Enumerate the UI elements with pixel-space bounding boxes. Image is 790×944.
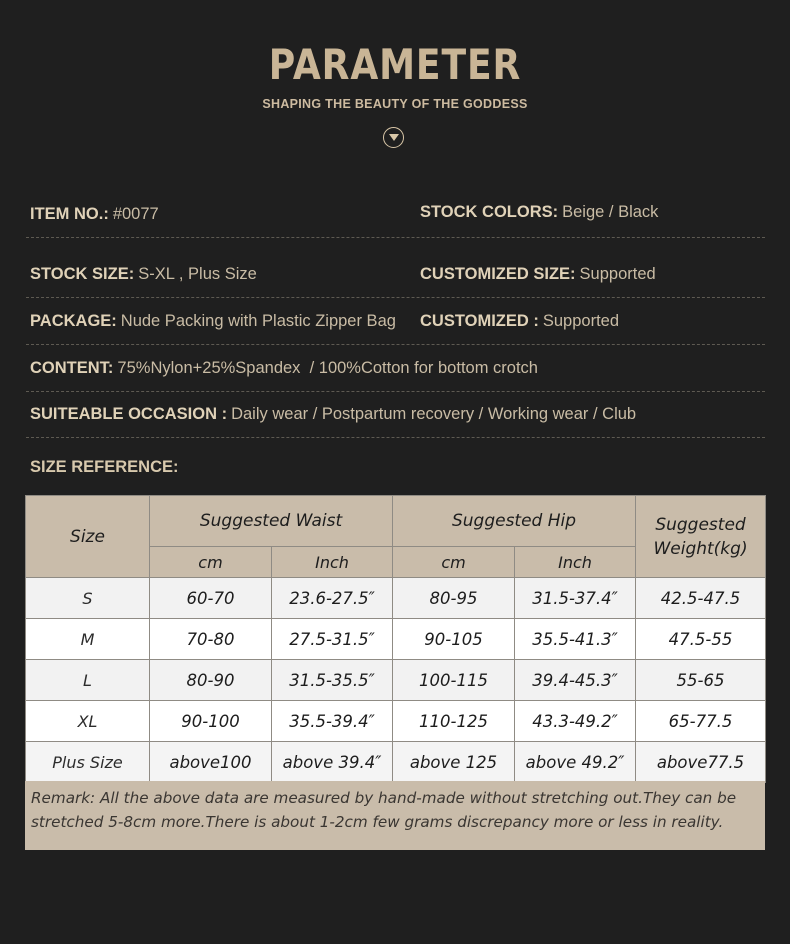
hip-cm-cell: 100-115 (393, 660, 515, 701)
waist-cm-cell: 60-70 (150, 578, 272, 619)
header-waist-cm: cm (150, 547, 272, 578)
item-no-value: #0077 (112, 205, 159, 223)
waist-cm-cell: 80-90 (150, 660, 272, 701)
table-row (26, 701, 766, 742)
weight-cell: 55-65 (636, 660, 766, 701)
item-no-label: ITEM NO.: (30, 205, 109, 223)
package-value: Nude Packing with Plastic Zipper Bag (120, 312, 396, 330)
remark: Remark: All the above data are measured by hand-made without stretching out.They can be stretched 5-8cm more.There is about 1-2cm few grams discrepancy more or less in reality. (25, 781, 765, 850)
hip-inch-cell: 43.3-49.2″ (515, 701, 636, 742)
header-hip-cm: cm (393, 547, 515, 578)
size-table-wrap (25, 495, 765, 783)
header-hip-inch: Inch (515, 547, 636, 578)
waist-cm-cell: 90-100 (150, 701, 272, 742)
package-label: PACKAGE: (30, 312, 117, 330)
content (30, 345, 538, 391)
spec-row-content (26, 345, 765, 392)
waist-inch-cell: 35.5-39.4″ (272, 701, 393, 742)
spec-row-occasion (26, 391, 765, 438)
occasion-value: Daily wear / Postpartum recovery / Working wear / Club (231, 405, 637, 423)
header-weight-line1: Suggested (655, 514, 746, 535)
table-row (26, 660, 766, 701)
size-table (25, 495, 766, 783)
size-cell: M (26, 619, 150, 660)
hip-inch-cell: 35.5-41.3″ (515, 619, 636, 660)
package (30, 298, 396, 344)
size-cell: L (26, 660, 150, 701)
customized-size (420, 251, 656, 297)
waist-cm-cell: above100 (150, 742, 272, 783)
size-reference-label: SIZE REFERENCE: (30, 458, 179, 476)
weight-cell: 47.5-55 (636, 619, 766, 660)
table-row (26, 619, 766, 660)
waist-inch-cell: above 39.4″ (272, 742, 393, 783)
hip-cm-cell: 90-105 (393, 619, 515, 660)
waist-inch-cell: 23.6-27.5″ (272, 578, 393, 619)
size-cell: S (26, 578, 150, 619)
item-no (30, 191, 159, 237)
hip-cm-cell: 110-125 (393, 701, 515, 742)
hip-cm-cell: 80-95 (393, 578, 515, 619)
stock-colors-value: Beige / Black (562, 203, 659, 221)
table-row (26, 742, 766, 783)
table-row (26, 578, 766, 619)
weight-cell: 42.5-47.5 (636, 578, 766, 619)
weight-cell: above77.5 (636, 742, 766, 783)
occasion (30, 391, 636, 437)
waist-inch-cell: 27.5-31.5″ (272, 619, 393, 660)
content-label: CONTENT: (30, 359, 114, 377)
chevron-down-icon[interactable] (383, 127, 404, 148)
hip-inch-cell: above 49.2″ (515, 742, 636, 783)
header-hip: Suggested Hip (393, 496, 636, 547)
stock-colors (420, 189, 658, 235)
page-subtitle: SHAPING THE BEAUTY OF THE GODDESS (262, 97, 528, 111)
header-waist-inch: Inch (272, 547, 393, 578)
hip-cm-cell: above 125 (393, 742, 515, 783)
waist-cm-cell: 70-80 (150, 619, 272, 660)
occasion-label: SUITEABLE OCCASION : (30, 405, 228, 423)
content-value: 75%Nylon+25%Spandex / 100%Cotton for bottom crotch (117, 359, 538, 377)
spec-row-package (26, 298, 765, 345)
spec-row-item (26, 191, 765, 238)
spec-row-size (26, 251, 765, 298)
weight-cell: 65-77.5 (636, 701, 766, 742)
size-cell: Plus Size (26, 742, 150, 783)
customized-label: CUSTOMIZED : (420, 312, 539, 330)
hip-inch-cell: 39.4-45.3″ (515, 660, 636, 701)
stock-colors-label: STOCK COLORS: (420, 203, 559, 221)
customized-value: Supported (542, 312, 620, 330)
size-cell: XL (26, 701, 150, 742)
header-weight-line2: Weight(kg) (653, 538, 748, 559)
customized (420, 298, 619, 344)
waist-inch-cell: 31.5-35.5″ (272, 660, 393, 701)
header-size: Size (26, 496, 150, 578)
stock-size (30, 251, 257, 297)
customized-size-label: CUSTOMIZED SIZE: (420, 265, 576, 283)
page-title: PARAMETER (268, 40, 522, 89)
header-waist: Suggested Waist (150, 496, 393, 547)
stock-size-label: STOCK SIZE: (30, 265, 135, 283)
header-weight (636, 496, 766, 578)
customized-size-value: Supported (579, 265, 656, 283)
stock-size-value: S-XL , Plus Size (138, 265, 257, 283)
hip-inch-cell: 31.5-37.4″ (515, 578, 636, 619)
